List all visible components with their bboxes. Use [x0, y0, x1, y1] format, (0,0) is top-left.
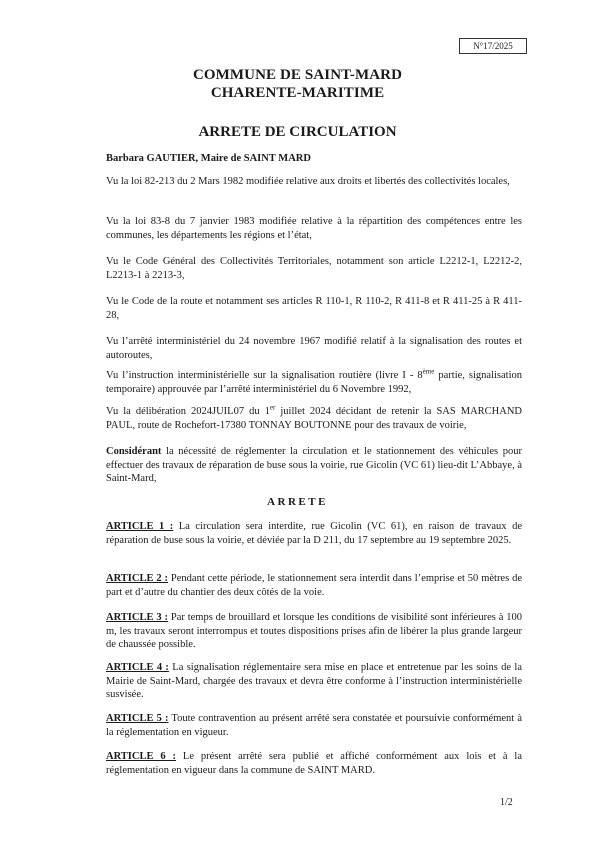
- vu-paragraph: Vu le Code de la route et notamment ses articles R 110-1, R 110-2, R 411-8 et R 411-25 à R 411-28,: [106, 296, 522, 321]
- vu-paragraph: Vu le Code Général des Collectivités Territoriales, notamment son article L2212-1, L2212-2, L2213-1 à 2213-3,: [106, 256, 522, 281]
- considerant-paragraph: Considérant la nécessité de réglementer la circulation et le stationnement des véhicules pour effectuer des travaux de réparation de buse sous la voirie, rue Gicolin (VC 61) lieu-dit L’Abbaye, à Saint-Mard,: [106, 446, 522, 484]
- reference-number: N°17/2025: [459, 38, 527, 54]
- article-4: ARTICLE 4 : La signalisation réglementaire sera mise en place et entretenue par les soins de la Mairie de Saint-Mard, chargée des travaux et devra être conforme à l’instruction interministérielle susvisée.: [106, 662, 522, 700]
- mayor-line: Barbara GAUTIER, Maire de SAINT MARD: [106, 153, 311, 164]
- vu-paragraph: Vu la loi 83-8 du 7 janvier 1983 modifiée relative à la répartition des compétences entre les communes, les départements les régions et l’état,: [106, 216, 522, 241]
- document-title: ARRETE DE CIRCULATION: [198, 124, 397, 140]
- arrete-heading: ARRETE: [267, 496, 328, 508]
- article-label: ARTICLE 6 :: [106, 751, 177, 762]
- vu-paragraph: Vu l’arrêté interministériel du 24 novembre 1967 modifié relatif à la signalisation des routes et autoroutes,: [106, 336, 522, 361]
- article-6: ARTICLE 6 : Le présent arrêté sera publié et affiché conformément aux lois et à la réglementation en vigueur dans la commune de SAINT MARD.: [106, 751, 522, 776]
- article-1: ARTICLE 1 : La circulation sera interdite, rue Gicolin (VC 61), en raison de travaux de réparation de buse sous la voirie, et déviée par la D 211, du 17 septembre au 19 septembre 2025.: [106, 521, 522, 546]
- page-number: 1/2: [500, 797, 513, 808]
- article-label: ARTICLE 3 :: [106, 612, 168, 623]
- article-3: ARTICLE 3 : Par temps de brouillard et lorsque les conditions de visibilité sont inférieures à 100 m, les travaux seront interrompus et toutes dispositions prises afin de libérer la plus grande largeur de chaussée possible.: [106, 612, 522, 650]
- department-name: CHARENTE-MARITIME: [210, 85, 385, 101]
- vu-instruction-paragraph: Vu l’instruction interministérielle sur la signalisation routière (livre I - 8ème partie, signalisation temporaire) approuvée par l’arrêté interministériel du 6 Novembre 1992,: [106, 367, 523, 395]
- vu-deliberation-paragraph: Vu la délibération 2024JUIL07 du 1er juillet 2024 décidant de retenir la SAS MARCHAND PAUL, route de Rochefort-17380 TONNAY BOUTONNE pour des travaux de voirie,: [106, 403, 523, 431]
- article-2: ARTICLE 2 : Pendant cette période, le stationnement sera interdit dans l’emprise et 50 mètres de part et d’autre du chantier des deux côtés de la voie.: [106, 573, 522, 598]
- article-label: ARTICLE 5 :: [106, 713, 169, 724]
- article-label: ARTICLE 2 :: [106, 573, 169, 584]
- vu-paragraph: Vu la loi 82-213 du 2 Mars 1982 modifiée relative aux droits et libertés des collectivités locales,: [106, 176, 510, 187]
- commune-name: COMMUNE DE SAINT-MARD: [192, 67, 403, 83]
- article-5: ARTICLE 5 : Toute contravention au présent arrêté sera constatée et poursuivie conformément à la réglementation en vigueur.: [106, 713, 522, 738]
- article-label: ARTICLE 4 :: [106, 662, 169, 673]
- article-label: ARTICLE 1 :: [106, 521, 174, 532]
- commune-header: [0, 66, 595, 102]
- considerant-label: Considérant: [106, 446, 162, 457]
